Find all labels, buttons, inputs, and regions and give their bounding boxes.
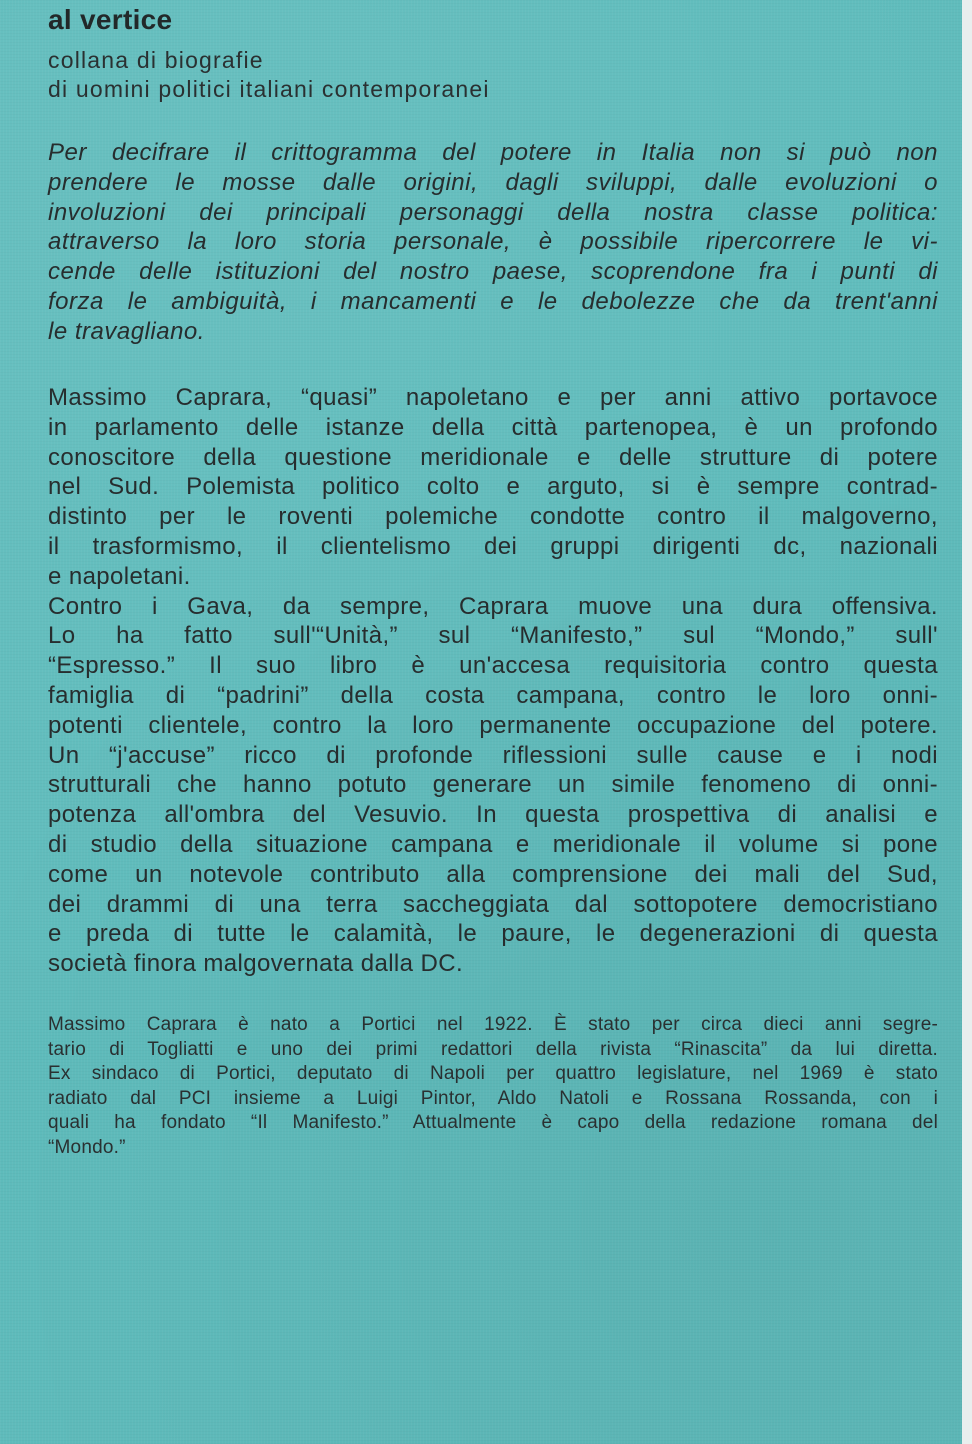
author-bio xyxy=(48,1013,938,1161)
intro-line: Per decifrare il crittogramma del potere in Italia non si può non xyxy=(48,139,938,166)
intro-line: involuzioni dei principali personaggi della nostra classe politica: xyxy=(48,198,938,226)
description-line: e preda di tutte le calamità, le paure, le degenerazioni di questa xyxy=(48,920,938,948)
bio-line: “Mondo.” xyxy=(48,1136,126,1158)
bio-line: Massimo Caprara è nato a Portici nel 1922. È stato per circa dieci anni segre- xyxy=(48,1014,938,1035)
description-line: come un notevole contributo alla comprensione dei mali del Sud, xyxy=(48,860,938,888)
intro-line: cende delle istituzioni del nostro paese, scoprendone fra i punti di xyxy=(48,258,938,286)
description-line: società finora malgovernata dalla DC. xyxy=(48,950,464,978)
description-line: Massimo Caprara, “quasi” napoletano e per anni attivo portavoce xyxy=(48,384,938,411)
description-paragraph xyxy=(48,383,938,979)
description-line: “Espresso.” Il suo libro è un'accesa requisitoria contro questa xyxy=(48,652,938,680)
series-subtitle xyxy=(48,46,490,104)
description-line: Un “j'accuse” ricco di profonde riflessioni sulle cause e i nodi xyxy=(48,741,938,769)
description-line: Contro i Gava, da sempre, Caprara muove una dura offensiva. xyxy=(48,592,938,620)
bio-line: quali ha fondato “Il Manifesto.” Attualmente è capo della redazione romana del xyxy=(48,1112,938,1134)
intro-line: prendere le mosse dalle origini, dagli sviluppi, dalle evoluzioni o xyxy=(48,168,938,196)
description-line: potenza all'ombra del Vesuvio. In questa prospettiva di analisi e xyxy=(48,801,938,829)
description-line: famiglia di “padrini” della costa campana, contro le loro onni- xyxy=(48,681,938,709)
description-line: Lo ha fatto sull'“Unità,” sul “Manifesto,” sul “Mondo,” sull' xyxy=(48,622,938,650)
description-line: conoscitore della questione meridionale e delle strutture di potere xyxy=(48,443,938,471)
description-line: in parlamento delle istanze della città partenopea, è un profondo xyxy=(48,413,938,441)
intro-paragraph xyxy=(48,138,938,347)
intro-line: forza le ambiguità, i mancamenti e le debolezze che da trent'anni xyxy=(48,287,938,315)
description-line: distinto per le roventi polemiche condotte contro il malgoverno, xyxy=(48,503,938,531)
intro-line: le travagliano. xyxy=(48,317,205,345)
description-line: strutturali che hanno potuto generare un simile fenomeno di onni- xyxy=(48,771,938,799)
series-subtitle-line: di uomini politici italiani contemporanei xyxy=(48,76,490,102)
description-line: il trasformismo, il clientelismo dei gruppi dirigenti dc, nazionali xyxy=(48,532,938,560)
intro-line: attraverso la loro storia personale, è possibile ripercorrere le vi- xyxy=(48,228,938,256)
description-line: potenti clientele, contro la loro permanente occupazione del potere. xyxy=(48,711,938,739)
description-line: di studio della situazione campana e meridionale il volume si pone xyxy=(48,830,938,858)
bio-line: tario di Togliatti e uno dei primi redattori della rivista “Rinascita” da lui diretta. xyxy=(48,1038,938,1060)
description-line: e napoletani. xyxy=(48,562,191,590)
bio-line: Ex sindaco di Portici, deputato di Napoli per quattro legislature, nel 1969 è stato xyxy=(48,1063,938,1085)
bio-line: radiato dal PCI insieme a Luigi Pintor, Aldo Natoli e Rossana Rossanda, con i xyxy=(48,1087,938,1109)
description-line: nel Sud. Polemista politico colto e arguto, si è sempre contrad- xyxy=(48,473,938,501)
series-subtitle-line: collana di biografie xyxy=(48,47,264,73)
description-line: dei drammi di una terra saccheggiata dal sottopotere democristiano xyxy=(48,890,938,918)
page-edge xyxy=(962,0,972,1444)
series-title: al vertice xyxy=(48,4,173,35)
